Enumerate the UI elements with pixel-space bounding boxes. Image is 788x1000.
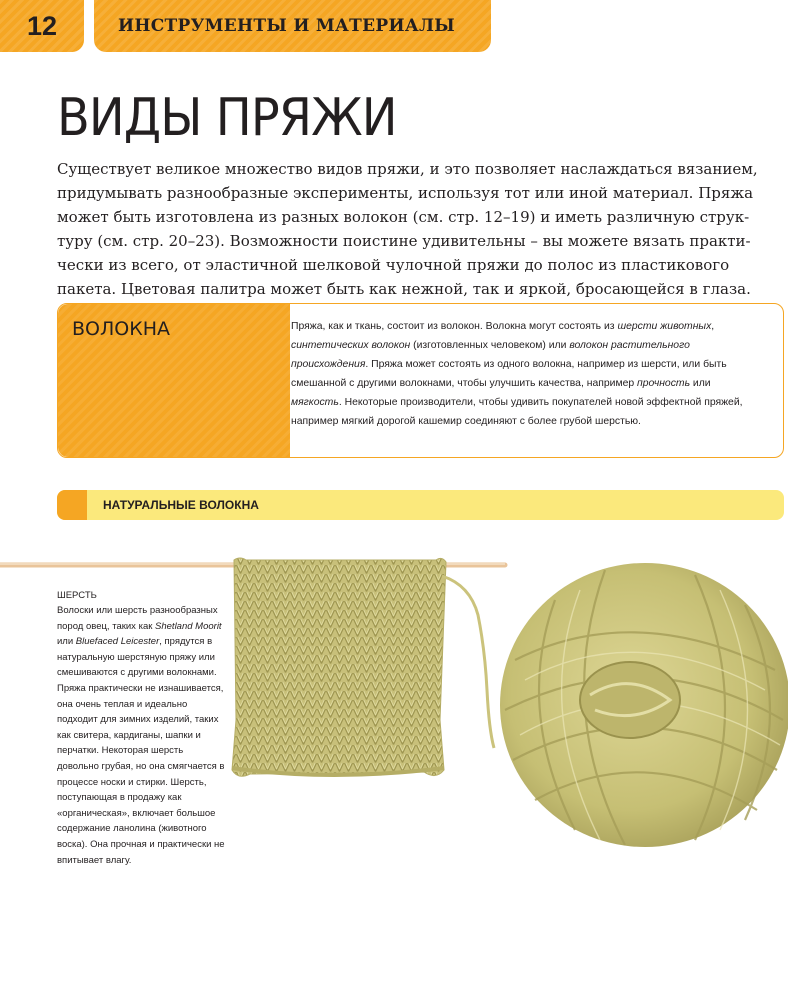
swatch-fabric: [232, 558, 446, 776]
emphasis: волокон растительного происхождения: [291, 340, 690, 370]
yarn-ball-core: [580, 662, 680, 738]
intro-line: пакета. Цветовая палитра может быть как нежной, так и яркой, бросающейся в глаза.: [57, 280, 751, 298]
text-run: . Некоторые производители, чтобы удивить покупателей новой эффектной пряжей, например мягкий дорогой кашемир соединяют с более грубой шерстью.: [291, 397, 743, 427]
text-run: . Пряжа может состоять из одного волокна, например из шерсти, или быть смешанной с другими волокнами, чтобы улучшить качества, например: [291, 359, 727, 389]
intro-line: туру (см. стр. 20–23). Возможности поистине удивительны – вы можете вязать практи-: [57, 232, 751, 250]
intro-line: Существует великое множество видов пряжи, и это позволяет наслаждаться вязанием,: [57, 160, 758, 178]
yarn-tail: [442, 576, 494, 748]
text-run: , прядутся в натуральную шерстяную пряжу или смешиваются с другими волокнами. Пряжа практически не изнашивается, она очень теплая и идеально подходит для зимних изделий, таких как свитера, кардиганы, шапки и перчатки. Некоторая шерсть довольно грубая, но она смягчается в процессе носки и стирки. Шерсть, поступающая в продажу как «органическая», включает большое содержание ланолина (животного воска). Она прочная и практически не впитывает влагу.: [57, 636, 225, 866]
text-run: или: [57, 636, 76, 648]
intro-line: может быть изготовлена из разных волокон (см. стр. 12–19) и иметь различную струк-: [57, 208, 750, 226]
section-tab-marker: [57, 490, 87, 520]
intro-line: придумывать разнообразные эксперименты, используя тот или иной материал. Пряжа: [57, 184, 754, 202]
wool-description: [57, 603, 225, 868]
emphasis: прочность: [637, 378, 691, 389]
page-title: ВИДЫ ПРЯЖИ: [57, 88, 397, 148]
emphasis: Bluefaced Leicester: [75, 636, 160, 648]
wool-heading: ШЕРСТЬ: [57, 590, 97, 601]
text-run: Пряжа, как и ткань, состоит из волокон. Волокна могут состоять из: [291, 321, 618, 332]
text-run: Волоски или шерсть разнообразных пород овец, таких как: [57, 605, 218, 632]
natural-fibers-label: НАТУРАЛЬНЫЕ ВОЛОКНА: [103, 498, 259, 512]
emphasis: синтетических волокон: [291, 340, 411, 351]
fibers-label: ВОЛОКНА: [72, 318, 171, 340]
text-run: ,: [711, 321, 715, 332]
emphasis: мягкость: [291, 397, 339, 408]
intro-line: чески из всего, от эластичной шелковой чулочной пряжи до полос из пластикового: [57, 256, 730, 274]
emphasis: шерсти животных: [617, 321, 712, 332]
natural-fibers-section-bar: [57, 490, 784, 520]
fibers-info-box: [57, 303, 784, 458]
text-run: (изготовленных человеком) или: [410, 340, 570, 351]
fibers-label-panel: [58, 304, 290, 457]
text-run: или: [690, 378, 711, 389]
emphasis: Shetland Moorit: [155, 620, 222, 632]
fibers-description: [291, 317, 761, 431]
page-number-tab: 12: [0, 0, 84, 52]
yarn-ball-illustration: [495, 560, 788, 850]
intro-paragraph: [57, 157, 777, 301]
chapter-title-bar: ИНСТРУМЕНТЫ И МАТЕРИАЛЫ: [94, 0, 491, 52]
